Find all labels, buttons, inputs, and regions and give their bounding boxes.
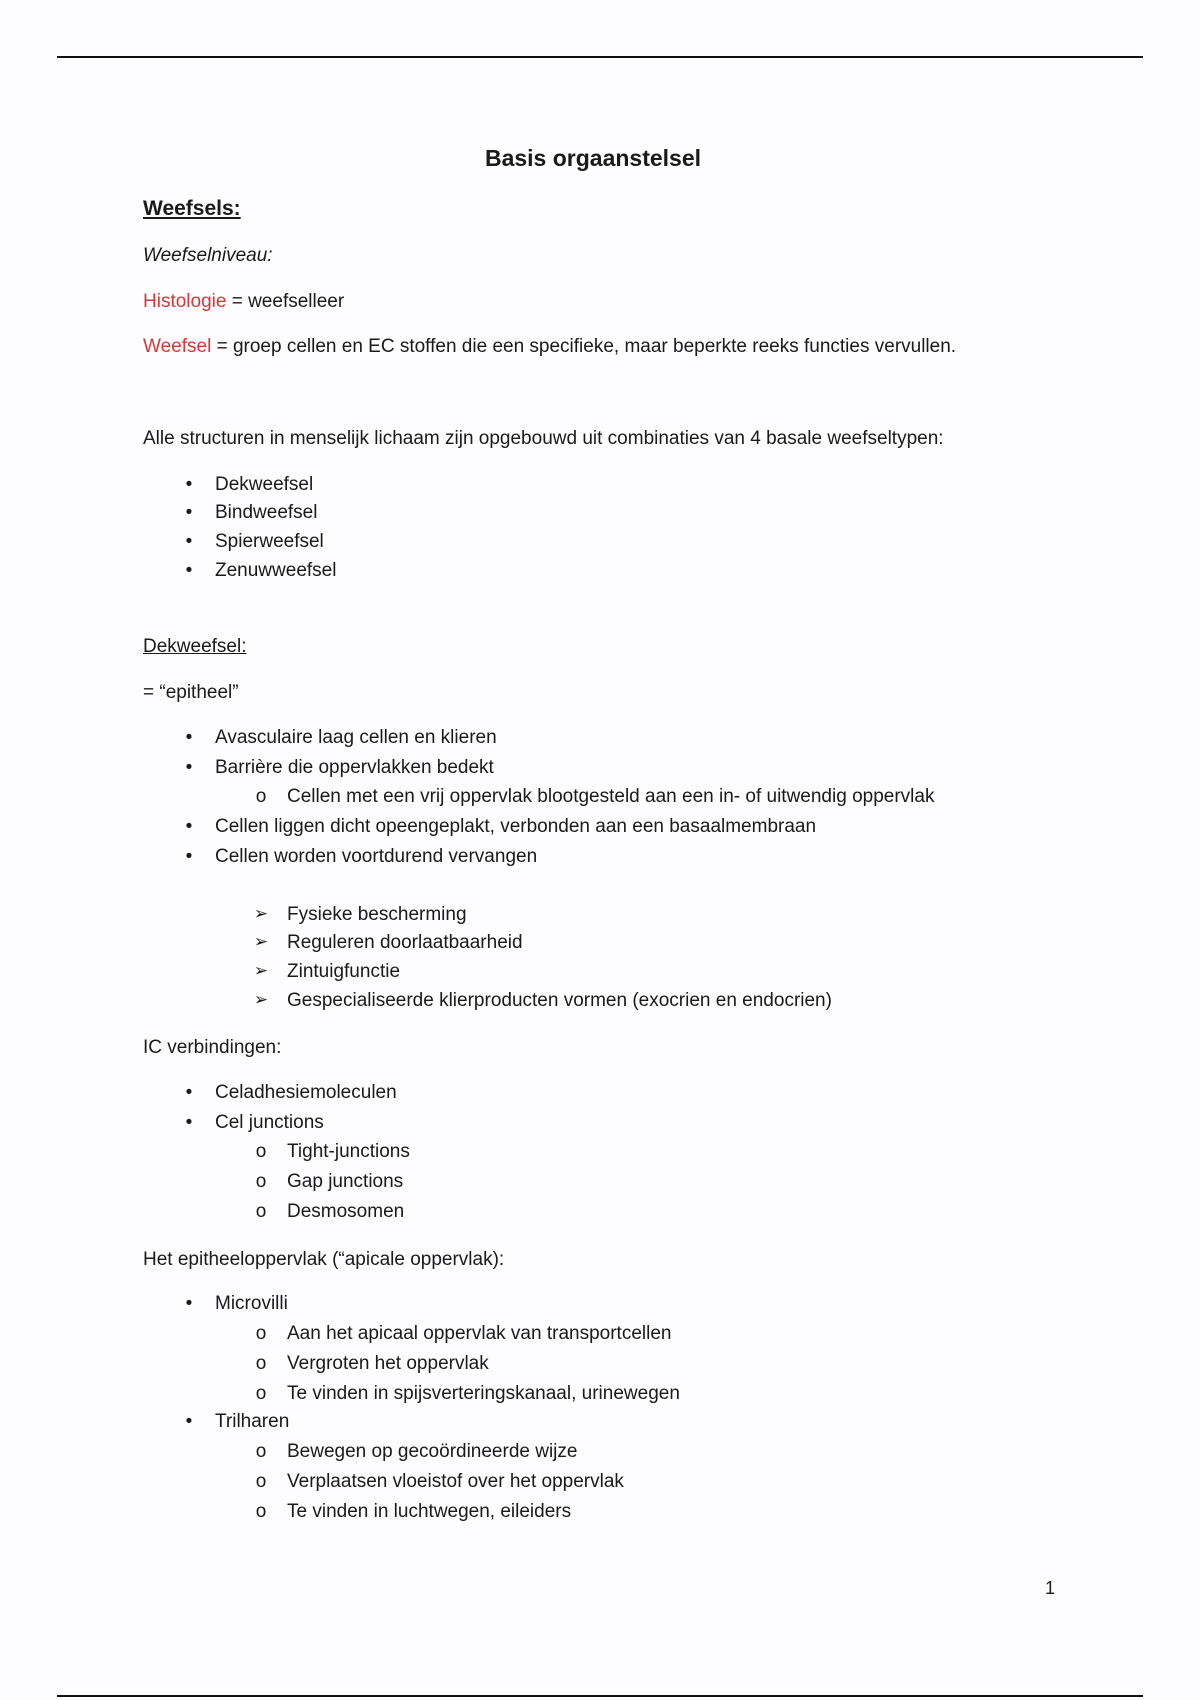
list-item-text: Gap junctions xyxy=(287,1171,404,1192)
document-title: Basis orgaanstelsel xyxy=(484,145,702,171)
list-item-text: Spierweefsel xyxy=(215,531,324,552)
alle-structuren-text: Alle structuren in menselijk lichaam zijn opgebouwd uit combinaties van 4 basale weefseltypen: xyxy=(143,428,944,449)
list-item-text: Aan het apicaal oppervlak van transportcellen xyxy=(287,1323,672,1344)
circle-marker: o xyxy=(255,1201,267,1222)
bullet-marker: • xyxy=(185,1411,193,1432)
list-item-text: Fysieke bescherming xyxy=(287,904,467,925)
circle-marker: o xyxy=(255,1501,267,1522)
bullet-marker: • xyxy=(185,560,193,581)
list-item-text: Bewegen op gecoördineerde wijze xyxy=(287,1441,578,1462)
weefselniveau-label: Weefselniveau: xyxy=(143,245,273,266)
bullet-marker: • xyxy=(185,502,193,523)
circle-marker: o xyxy=(255,1441,267,1462)
circle-marker: o xyxy=(255,1141,267,1162)
bullet-marker: • xyxy=(185,846,193,867)
section-heading-dekweefsel: Dekweefsel: xyxy=(143,636,247,657)
list-item-text: Gespecialiseerde klierproducten vormen (exocrien en endocrien) xyxy=(287,990,832,1011)
circle-marker: o xyxy=(255,1353,267,1374)
bullet-marker: • xyxy=(185,816,193,837)
section-heading-weefsels: Weefsels: xyxy=(143,197,241,220)
list-item-text: Trilharen xyxy=(215,1411,290,1432)
weefsel-text: = groep cellen en EC stoffen die een specifieke, maar beperkte reeks functies vervullen. xyxy=(211,336,957,357)
epitheel-text: = “epitheel” xyxy=(143,682,239,703)
list-item-text: Cellen met een vrij oppervlak blootgesteld aan een in- of uitwendig oppervlak xyxy=(287,786,935,807)
weefsel-definition xyxy=(143,336,956,358)
list-item-text: Dekweefsel xyxy=(215,474,314,495)
bullet-marker: • xyxy=(185,1112,193,1133)
epitheeloppervlak-heading: Het epitheeloppervlak (“apicale oppervlak): xyxy=(143,1249,505,1270)
list-item-text: Bindweefsel xyxy=(215,502,318,523)
list-item-text: Cel junctions xyxy=(215,1112,324,1133)
circle-marker: o xyxy=(255,1383,267,1404)
bullet-marker: • xyxy=(185,1082,193,1103)
page-number: 1 xyxy=(1045,1578,1056,1598)
list-item-text: Te vinden in luchtwegen, eileiders xyxy=(287,1501,572,1522)
list-item-text: Cellen liggen dicht opeengeplakt, verbonden aan een basaalmembraan xyxy=(215,816,817,837)
arrow-marker: ➢ xyxy=(253,904,269,923)
footer-rule xyxy=(57,1695,1143,1697)
bullet-marker: • xyxy=(185,531,193,552)
arrow-marker: ➢ xyxy=(253,961,269,980)
bullet-marker: • xyxy=(185,727,193,748)
header-rule xyxy=(57,56,1143,58)
histologie-text: = weefselleer xyxy=(226,291,345,312)
circle-marker: o xyxy=(255,786,267,807)
list-item-text: Vergroten het oppervlak xyxy=(287,1353,489,1374)
list-item-text: Verplaatsen vloeistof over het oppervlak xyxy=(287,1471,624,1492)
list-item-text: Zenuwweefsel xyxy=(215,560,337,581)
weefsel-term: Weefsel xyxy=(143,336,212,357)
list-item-text: Microvilli xyxy=(215,1293,288,1314)
bullet-marker: • xyxy=(185,474,193,495)
arrow-marker: ➢ xyxy=(253,932,269,951)
ic-verbindingen-heading: IC verbindingen: xyxy=(143,1037,282,1058)
circle-marker: o xyxy=(255,1171,267,1192)
list-item-text: Zintuigfunctie xyxy=(287,961,401,982)
list-item-text: Avasculaire laag cellen en klieren xyxy=(215,727,497,748)
list-item-text: Te vinden in spijsverteringskanaal, urinewegen xyxy=(287,1383,680,1404)
histologie-definition xyxy=(143,291,344,313)
arrow-marker: ➢ xyxy=(253,990,269,1009)
list-item-text: Reguleren doorlaatbaarheid xyxy=(287,932,523,953)
circle-marker: o xyxy=(255,1323,267,1344)
histologie-term: Histologie xyxy=(143,291,227,312)
bullet-marker: • xyxy=(185,757,193,778)
list-item-text: Barrière die oppervlakken bedekt xyxy=(215,757,494,778)
list-item-text: Tight-junctions xyxy=(287,1141,410,1162)
list-item-text: Desmosomen xyxy=(287,1201,405,1222)
list-item-text: Celadhesiemoleculen xyxy=(215,1082,397,1103)
list-item-text: Cellen worden voortdurend vervangen xyxy=(215,846,538,867)
circle-marker: o xyxy=(255,1471,267,1492)
bullet-marker: • xyxy=(185,1293,193,1314)
